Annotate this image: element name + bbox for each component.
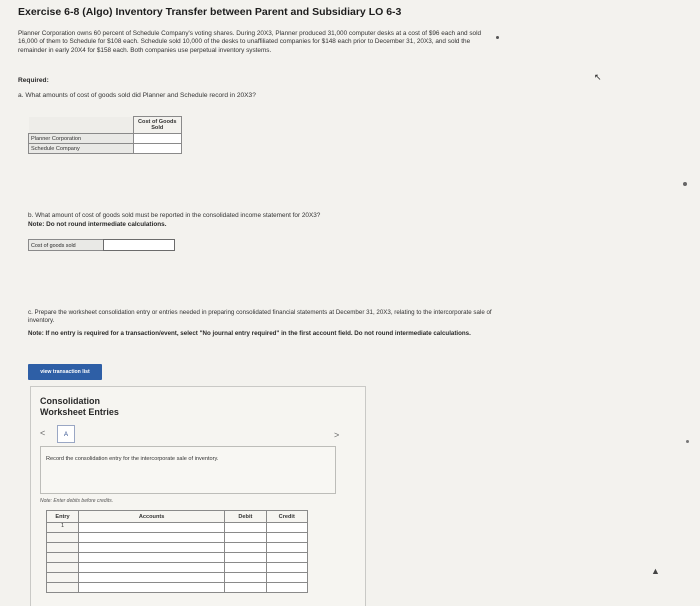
consolidated-cogs-label: Cost of goods sold <box>28 239 104 251</box>
credit-input[interactable] <box>266 563 307 573</box>
instruction-text: Record the consolidation entry for the intercorporate sale of inventory. <box>46 456 219 462</box>
journal-table <box>46 510 308 593</box>
credit-input[interactable] <box>266 533 307 543</box>
debit-input[interactable] <box>225 573 266 583</box>
cogs-table <box>28 116 182 154</box>
worksheet-title-line2: Worksheet Entries <box>40 407 119 417</box>
schedule-cogs-input[interactable] <box>133 144 182 154</box>
entry-cell <box>47 533 79 543</box>
view-transaction-list-button[interactable]: view transaction list <box>28 364 102 380</box>
problem-text: Planner Corporation owns 60 percent of Schedule Company's voting shares. During 20X3, Planner produced 31,000 computer desks at a cost of $96 each and sold 16,000 of them to Schedule for $108 each. Schedule sold 10,000 of the desks to unaffiliated companies for $148 each prior to December 31, 20X3, and sold the remainder in early 20X4 for $158 each. Both companies use perpetual inventory systems. <box>18 30 482 54</box>
question-b-note: Note: Do not round intermediate calculations. <box>28 221 167 228</box>
question-c: c. Prepare the worksheet consolidation entry or entries needed in preparing consolidated financial statements at December 31, 20X3, relating to the intercorporate sale of inventory. <box>28 309 492 324</box>
margin-dot <box>686 440 689 443</box>
worksheet-title-line1: Consolidation <box>40 396 100 406</box>
account-select[interactable] <box>79 563 225 573</box>
mouse-cursor-icon: ▲ <box>651 566 660 576</box>
planner-cogs-input[interactable] <box>133 134 182 144</box>
margin-dot <box>683 182 687 186</box>
credit-input[interactable] <box>266 583 307 593</box>
debit-input[interactable] <box>225 543 266 553</box>
debit-input[interactable] <box>225 563 266 573</box>
entry-cell <box>47 563 79 573</box>
account-select[interactable] <box>79 533 225 543</box>
chevron-right-icon[interactable]: > <box>334 430 340 440</box>
entry-number: 1 <box>47 523 79 533</box>
entry-cell <box>47 583 79 593</box>
worksheet-title <box>40 396 119 418</box>
account-select[interactable] <box>79 543 225 553</box>
account-select[interactable] <box>79 523 225 533</box>
entry-cell <box>47 543 79 553</box>
required-label: Required: <box>18 77 49 84</box>
cogs-column-header: Cost of Goods Sold <box>133 117 182 134</box>
question-a: a. What amounts of cost of goods sold did Planner and Schedule record in 20X3? <box>18 92 256 99</box>
debit-input[interactable] <box>225 553 266 563</box>
account-select[interactable] <box>79 573 225 583</box>
chevron-left-icon[interactable]: < <box>40 428 46 438</box>
tab-entry-a[interactable]: A <box>57 425 75 443</box>
row-label-schedule: Schedule Company <box>29 144 134 154</box>
debit-input[interactable] <box>225 533 266 543</box>
entry-cell <box>47 573 79 583</box>
exercise-title: Exercise 6-8 (Algo) Inventory Transfer between Parent and Subsidiary LO 6-3 <box>18 6 402 18</box>
account-select[interactable] <box>79 583 225 593</box>
account-select[interactable] <box>79 553 225 563</box>
col-header-accounts: Accounts <box>79 511 225 523</box>
mouse-cursor-icon: ↖ <box>594 72 602 82</box>
question-b: b. What amount of cost of goods sold must be reported in the consolidated income statement for 20X3? <box>28 212 321 219</box>
col-header-debit: Debit <box>225 511 266 523</box>
consolidated-cogs-row <box>28 239 175 257</box>
debit-input[interactable] <box>225 523 266 533</box>
margin-dot <box>496 36 499 39</box>
credit-input[interactable] <box>266 573 307 583</box>
question-c-note: Note: If no entry is required for a transaction/event, select "No journal entry required" in the first account field. Do not round intermediate calculations. <box>28 330 471 337</box>
instruction-box <box>40 446 336 494</box>
credit-input[interactable] <box>266 523 307 533</box>
col-header-entry: Entry <box>47 511 79 523</box>
debit-input[interactable] <box>225 583 266 593</box>
debits-note: Note: Enter debits before credits. <box>40 498 114 504</box>
consolidated-cogs-input[interactable] <box>103 239 175 251</box>
credit-input[interactable] <box>266 543 307 553</box>
table-corner <box>29 117 134 134</box>
col-header-credit: Credit <box>266 511 307 523</box>
credit-input[interactable] <box>266 553 307 563</box>
entry-cell <box>47 553 79 563</box>
row-label-planner: Planner Corporation <box>29 134 134 144</box>
